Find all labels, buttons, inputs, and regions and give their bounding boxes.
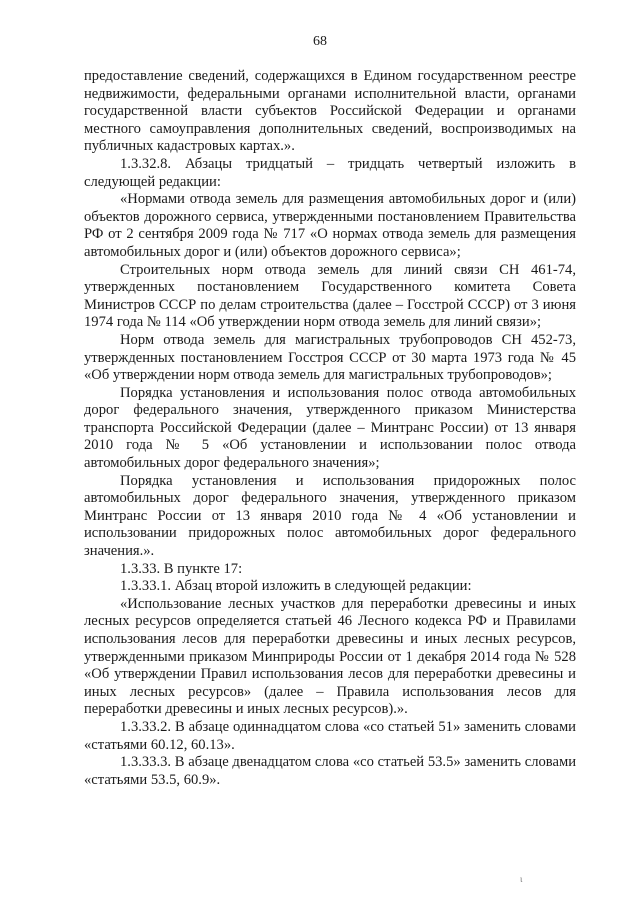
paragraph: 1.3.33.2. В абзаце одиннадцатом слова «со статьей 51» заменить словами «статьями 60.12, 60.13». (84, 718, 576, 753)
page-number: 68 (313, 34, 327, 49)
paragraph: 1.3.32.8. Абзацы тридцатый – тридцать четвертый изложить в следующей редакции: (84, 155, 576, 190)
paragraph: Порядка установления и использования полос отвода автомобильных дорог федерального значения, утвержденного приказом Министерства транспорта Российской Федерации (далее – Минтранс России) от 13 января 2010 года № 5 «Об установлении и использовании полос отвода автомобильных дорог федерального значения»; (84, 384, 576, 472)
paragraph: «Нормами отвода земель для размещения автомобильных дорог и (или) объектов дорожного сервиса, утвержденными постановлением Правительства РФ от 2 сентября 2009 года № 717 «О нормах отвода земель для размещения автомобильных дорог и (или) объектов дорожного сервиса»; (84, 191, 576, 260)
paragraph: предоставление сведений, содержащихся в Едином государственном реестре недвижимости, федеральными органами исполнительной власти, органами государственной власти субъектов Российской Федерации и органами местного самоуправления дополнительных сведений, воспроизводимых на публичных кадастровых картах.». (84, 68, 576, 155)
paragraph: Норм отвода земель для магистральных трубопроводов СН 452-73, утвержденных постановлением Госстроя СССР от 30 марта 1973 года № 45 «Об утверждении норм отвода земель для магистральных трубопроводов»; (84, 331, 576, 384)
document-body (84, 68, 576, 789)
paragraph: 1.3.33.3. В абзаце двенадцатом слова «со статьей 53.5» заменить словами «статьями 53.5, 60.9». (84, 754, 576, 788)
paragraph: 1.3.33.1. Абзац второй изложить в следующей редакции: (120, 578, 472, 595)
paragraph: 1.3.33. В пункте 17: (120, 560, 243, 577)
paragraph: Строительных норм отвода земель для линий связи СН 461-74, утвержденных постановлением Государственного комитета Совета Министров СССР по делам строительства (далее – Госстрой СССР) от 3 июня 1974 года № 114 «Об утверждении норм отвода земель для линий связи»; (84, 261, 576, 331)
paragraph: Порядка установления и использования придорожных полос автомобильных дорог федерального значения, утвержденного приказом Минтранс России от 13 января 2010 года № 4 «Об установлении и использовании придорожных полос автомобильных дорог федерального значения.». (84, 472, 576, 560)
scan-mark: ι (520, 874, 523, 884)
paragraph: «Использование лесных участков для переработки древесины и иных лесных ресурсов определяется статьей 46 Лесного кодекса РФ и Правилами использования лесов для переработки древесины и иных лесных ресурсов, утвержденными приказом Минприроды России от 1 декабря 2014 года № 528 «Об утверждении Правил использования лесов для переработки древесины и иных лесных ресурсов» (далее – Правила использования лесов для переработки древесины и иных лесных ресурсов).». (84, 595, 576, 718)
